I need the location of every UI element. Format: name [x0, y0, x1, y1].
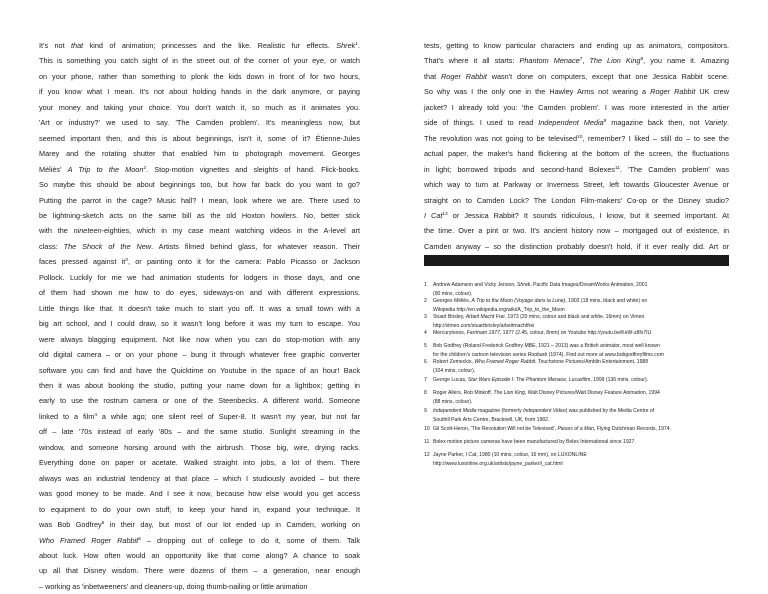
- left_column-line: class: The Shock of the New. Artists filmed behind glass, for whatever reason. Their: [39, 241, 360, 251]
- left_column-line: seemed important then, and this is about beginnings, isn't it, some of it? Étienne-Jules: [39, 133, 360, 143]
- right_column-line: jacket? I already told you: 'the Camden problem'. I was more interested in the artier: [424, 102, 729, 112]
- right_column-line: That's where it all starts: Phantom Menace$^7$, The Lion King$^8$, you name it. Amazing: [424, 56, 729, 66]
- footnote-number: 6: [424, 359, 427, 365]
- right_column-line: straight on to Camden Lock? The London Film-makers' Co-op or the Disney studio?: [424, 195, 729, 205]
- left_column-line: This is something you catch sight of in the street out of the corner of your eye, or watch: [39, 56, 360, 66]
- footnote-number: 1: [424, 282, 427, 288]
- left_column-line: Who Framed Roger Rabbit$^6$ – dropping out of college to do it, some of them. Talk: [39, 535, 360, 545]
- footnote-number: 2: [424, 298, 427, 304]
- footnote-text: Bolex motion picture cameras have been manufactured by Bolex International since 1927.: [433, 439, 636, 445]
- left_column-line: if you know what I mean. It's not about holding hands in the dark anymore, or paying: [39, 87, 360, 97]
- footnote-text: Robert Zemeckis, Who Framed Roger Rabbit, Touchstone Pictures/Amblin Entertainment, 1988 (104 mins, colour).: [433, 359, 649, 374]
- footnote-number: 5: [424, 343, 427, 349]
- footnote-item: [424, 407, 734, 424]
- left_column-line: to equipment to do your own stuff, to keep your hand in, expand your technique. It: [39, 504, 360, 514]
- footnote-number: 12: [424, 452, 430, 458]
- footnote-number: 4: [424, 330, 427, 336]
- left_column-line: faces pressed against $it^3$, or painting onto it for the camera: Pablo Picasso or Jackson: [39, 257, 360, 267]
- footnote-item: [424, 451, 734, 468]
- footnote-text: Independent Media magazine (formerly Independent Video) was published by the Media Centre of Southill Park Arts Centre, Bracknell, UK, from 1982.: [433, 408, 655, 423]
- right_column-line: Camden anyway – so the distinction probably doesn't hold, if it ever really did. Art or: [424, 241, 729, 251]
- footnote-number: 9: [424, 408, 427, 414]
- right_column-line: side of things. I used to read Independent Media$^9$ magazine back then, not Variety.: [424, 118, 730, 128]
- left_column-line: window, and someone horsing around with the airbrush. Those big, wire, drying racks.: [39, 442, 360, 452]
- right_column-line: in light; borrowed tripods and second-hand Bolexes$^{11}$. 'The Camden problem' was: [424, 164, 729, 174]
- footnote-item: [424, 358, 734, 375]
- left_column-line: then it was about booking the studio, putting your name down for a lightbox; getting in: [39, 380, 360, 390]
- right_column-line: the time. Over a pint or two. It's ancient history now – mortgaged out of existence, in: [424, 226, 729, 236]
- left_column-line: always was an industrial tendency at that place – which I studiously avoided – but there: [39, 473, 360, 483]
- left_column-line: software you can find and have the Quicktime on Youtube in the space of an hour! Back: [39, 365, 360, 375]
- left_column-line: Everything done on paper or acetate. Walked straight into jobs, a lot of them. There: [39, 458, 360, 468]
- left_column-line: early to use the rostrum camera or one of the Steenbecks. A different world. Someone: [39, 396, 360, 406]
- right_column-line: tests, getting to know particular characters and ending up as animators, compositors.: [424, 41, 729, 50]
- right_column-line: which way to turn at Parkway or Inverness Street, left towards Gloucester Avenue or: [424, 180, 729, 190]
- footnote-number: 11: [424, 439, 430, 445]
- left_column-line: Pollock. Luckily for me we had animation students for lodgers in those days, and one: [39, 272, 360, 282]
- footnote-text: Bob Godfrey (Roland Frederick Godfrey MBE, 1921 – 2013) was a British animator, most well known for the children's cartoon television series Roobarb (1974). Find out more at www.bobgodfreyfilms.com: [433, 343, 664, 358]
- left_column-line: Marey and the rotating shutter that enabled him to photograph movement. Georges: [39, 149, 360, 159]
- right-text-column: [424, 38, 729, 270]
- left_column-line: old digital camera – or on your phone – bung it through whatever free graphic converter: [39, 350, 360, 360]
- left-text-column: [39, 38, 360, 594]
- left_column-line: about luck. How often would an opportunity like that come along? A chance to soak: [39, 550, 360, 560]
- left_column-line: on your phone, rather than something to plonk the kids down in front of for two hours,: [39, 71, 360, 81]
- left_column-line: was good money to be made. And I see it now, because how else would you get access: [39, 489, 360, 499]
- footnote-text: Jayne Parker, I Cat, 1980 (10 mins, colour, 16 mm), on LUXONLINE http://www.luxonline.org.uk/artists/jayne_parker/i_cat.html: [433, 452, 587, 467]
- footnote-item: [424, 342, 734, 359]
- right_column-line: So why was I the only one in the Hawley Arms not wearing a Roger Rabbit UK crew: [424, 87, 729, 97]
- footnote-item: [424, 438, 734, 447]
- footnote-item: [424, 389, 734, 406]
- footnote-item: [424, 297, 734, 314]
- left_column-line: was Bob Godfrey$^5$ in their day, but most of our lot ended up in Camden, working on: [39, 520, 360, 530]
- right_column-line: actual paper, the maker's hand flickering at the bottom of the screen, the fluctuations: [424, 149, 729, 159]
- footnote-number: 10: [424, 426, 430, 432]
- footnote-item: [424, 281, 734, 298]
- left_column-line: So maybe this should be about beginnings too, but how far back do you want to go?: [39, 180, 360, 190]
- left_column-line: Little things like that. It doesn't take much to start you off. It was a small town with a: [39, 303, 360, 313]
- footnote-divider-bar: [424, 255, 729, 266]
- left_column-line: Putting the parrot in the cage? Music hall? I mean, look where we are. There used to: [39, 195, 360, 205]
- footnote-item: [424, 313, 734, 330]
- footnote-number: 8: [424, 390, 427, 396]
- footnote-text: Mercurytoons, Farnham 1977, 1977 (2.45, colour, 8mm) on Youtube http://youtu.be/KeW-z8fx7IU: [433, 330, 652, 336]
- left_column-line: big art school, and I could draw, so it wasn't long before it was my turn to escape. You: [39, 319, 360, 329]
- left_column-line: up all that Disney wisdom. There were dozens of them – a generation, near enough: [39, 566, 360, 576]
- left_column-line: off – late '70s instead of early '80s – and the same studio. Sunlight streaming in the: [39, 427, 360, 437]
- left_column-line: of them had shown me how to do eyes, sideways-on and with different expressions.: [39, 288, 360, 298]
- left_column-line: were always blagging equipment. Not like now when you can do stop-motion with any: [39, 334, 360, 344]
- footnote-text: Stuart Brisley, Arbeit Macht Frei, 1973 (20 mins, colour and black and white, 16mm) on Vimeo http://vimeo.com/stuartbrisley/arbeitmachtfrei: [433, 314, 645, 329]
- footnote-text: George Lucas, Star Wars Episode I: The Phantom Menace, Lucasfilm, 1999 (136 mins, colour).: [433, 377, 649, 383]
- footnote-text: Roger Allers, Rob Minkoff, The Lion King, Walt Disney Pictures/Walt Disney Feature Animation, 1994 (88 mins, colour).: [433, 390, 660, 405]
- footnote-item: [424, 425, 734, 434]
- footnote-item: [424, 376, 734, 385]
- footnote-number: 7: [424, 377, 427, 383]
- footnote-item: [424, 329, 734, 338]
- left_column-line: be lightning-sketch acts on the same bill as the old Hoxton howlers. No, better stick: [39, 210, 360, 220]
- footnote-text: Gil Scott-Heron, 'The Revolution Will not be Televised', Pieces of a Man, Flying Dutchman Records, 1974.: [433, 426, 671, 432]
- footnote-text: Andrew Adamson and Vicky Jenson, Shrek, Pacific Data Images/DreamWorks Animation, 2001 (90 mins, colour).: [433, 282, 648, 297]
- footnote-number: 3: [424, 314, 427, 320]
- left_column-line: Méliès' A Trip to the Moon$^2$. Stop-motion vignettes and sleights of hand. Flick-books.: [39, 164, 361, 174]
- left_column-line: with the nineteen-eighties, which in my case meant watching videos in the A-level art: [39, 226, 360, 236]
- left_column-line: – working as 'inbetweeners' and cleaners-up, doing thumb-nailing or little animation: [39, 581, 308, 591]
- right_column-line: The revolution was not going to be televised$^{10}$, remember? I liked – still do – to see the: [424, 133, 729, 143]
- footnote-text: Georges Méliès, A Trip to the Moon (Voyage dans la Lune), 1902 (18 mins, black and white) on Wikipedia http://en.wikipedia.org/wiki/A_Trip_to_the_Moon: [433, 298, 648, 313]
- left_column-line: your money and taking your choice. You don't watch it, so much as it animates you.: [39, 102, 360, 112]
- right_column-line: that Roger Rabbit wasn't done on computers, except that one Jessica Rabbit scene.: [424, 71, 730, 81]
- left_column-line: 'Art or industry?' we used to say. 'The Camden problem'. It's meaningless now, but: [39, 118, 360, 128]
- right_column-line: I Cat$^{12}$ or Jessica Rabbit? It sounds ridiculous, I know, but it seemed important. At: [424, 210, 729, 220]
- left_column-line: linked to a film$^4$ a while ago; one silent reel of Super-8. It wasn't my year, but not far: [39, 411, 361, 421]
- left_column-line: It's not that kind of animation; princesses and the like. Realistic fur effects. Shrek$^1$.: [39, 41, 360, 50]
